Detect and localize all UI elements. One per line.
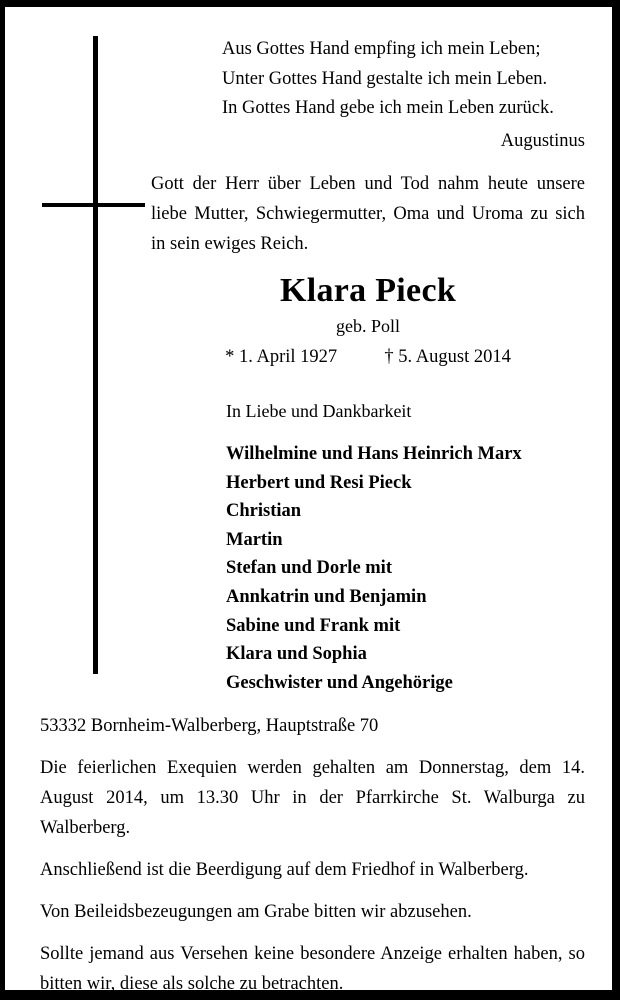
deceased-name: Klara Pieck [279, 272, 457, 309]
obituary-inner-surface [5, 7, 612, 994]
announcement-text: Gott der Herr über Leben und Tod nahm heute unsere liebe Mutter, Schwiegermutter, Oma und Uroma zu sich in sein ewiges Reich. [151, 174, 585, 254]
notice-paragraph: Sollte jemand aus Versehen keine besondere Anzeige erhalten haben, so bitten wir, diese als solche zu betrachten. [40, 944, 585, 994]
verse-line-3: In Gottes Hand gebe ich mein Leben zurück. [222, 98, 554, 118]
mourners-intro: In Liebe und Dankbarkeit [226, 401, 412, 421]
verse-attribution: Augustinus [500, 130, 585, 151]
identity-block [151, 271, 585, 370]
requiem-paragraph: Die feierlichen Exequien werden gehalten am Donnerstag, dem 14. August 2014, um 13.30 Uhr in der Pfarrkirche St. Walburga zu Walberberg. [40, 758, 585, 838]
mourner-line: Martin [226, 529, 283, 550]
life-dates [151, 344, 585, 370]
condolences-paragraph: Von Beileidsbezeugungen am Grabe bitten wir abzusehen. [40, 902, 472, 922]
verse-line-2: Unter Gottes Hand gestalte ich mein Leben. [222, 68, 548, 89]
cross-horizontal-bar [42, 203, 145, 207]
mourner-line: Geschwister und Angehörige [226, 672, 453, 693]
address-line: 53332 Bornheim-Walberberg, Hauptstraße 70 [40, 716, 379, 736]
mourner-line: Sabine und Frank mit [226, 615, 401, 636]
death-symbol: † [384, 347, 394, 367]
mourner-line: Christian [226, 501, 302, 522]
funeral-details-block [40, 711, 585, 999]
burial-paragraph: Anschließend ist die Beerdigung auf dem Friedhof in Walberberg. [40, 860, 529, 880]
verse-line-1: Aus Gottes Hand empfing ich mein Leben; [222, 39, 541, 59]
mourner-line: Annkatrin und Benjamin [226, 586, 427, 607]
mourner-line: Wilhelmine und Hans Heinrich Marx [226, 444, 522, 464]
mourner-line: Klara und Sophia [226, 644, 367, 665]
birth-date: 1. April 1927 [239, 347, 338, 367]
mourners-block [226, 398, 586, 697]
mourner-line: Stefan und Dorle mit [226, 558, 392, 579]
mourner-line: Herbert und Resi Pieck [226, 472, 412, 493]
death-date: 5. August 2014 [398, 347, 511, 367]
cross-vertical-stem [93, 36, 98, 674]
maiden-name: geb. Poll [335, 316, 400, 336]
birth-symbol: * [225, 347, 235, 367]
verse-block [222, 35, 585, 156]
